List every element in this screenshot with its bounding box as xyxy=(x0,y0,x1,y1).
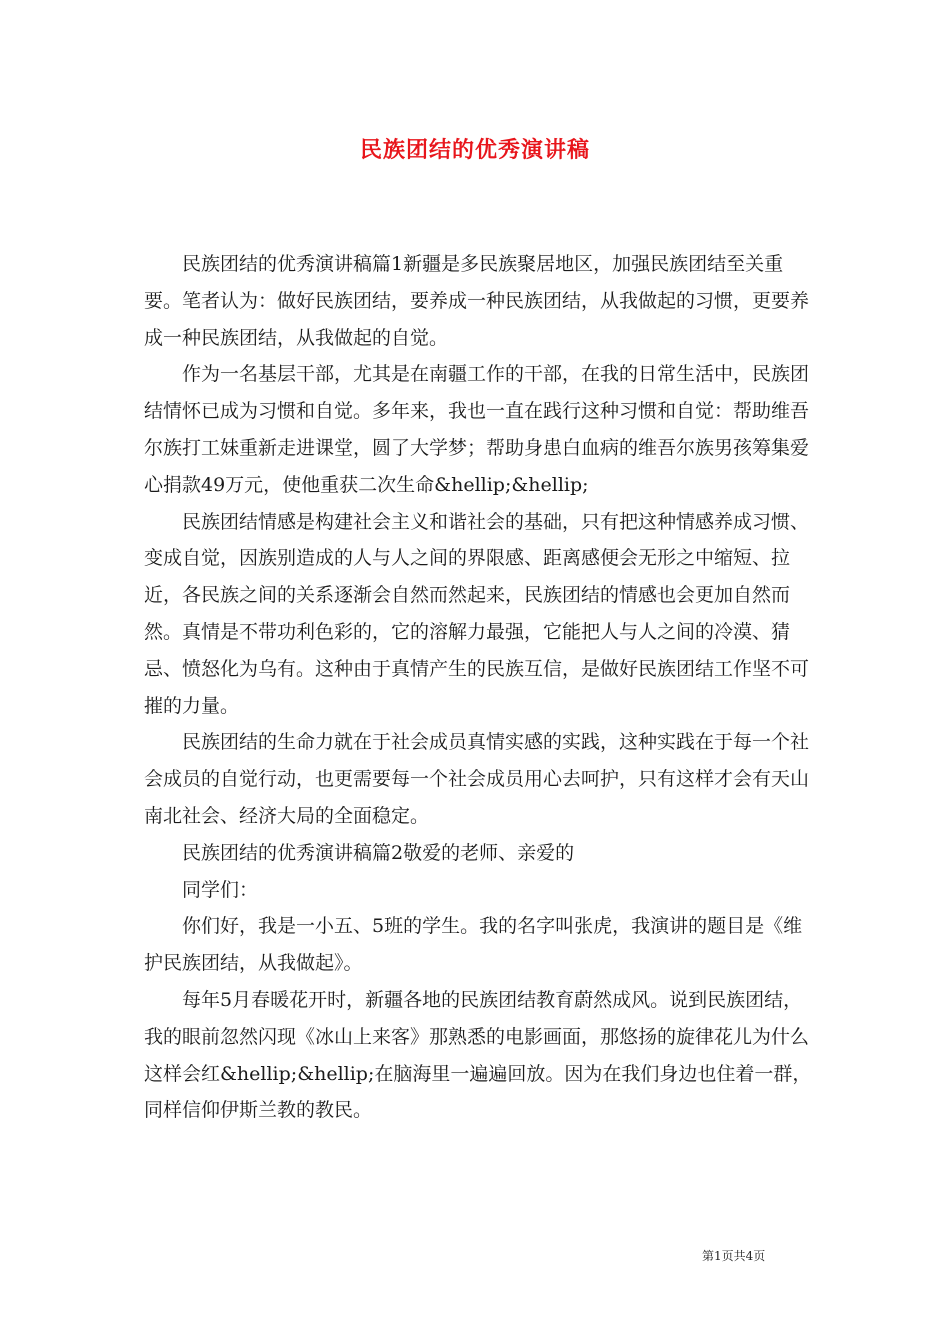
paragraph: 民族团结的生命力就在于社会成员真情实感的实践，这种实践在于每一个社会成员的自觉行动，也更需要每一个社会成员用心去呵护，只有这样才会有天山南北社会、经济大局的全面稳定。 xyxy=(144,731,810,827)
document-body xyxy=(144,246,812,1129)
paragraph: 作为一名基层干部，尤其是在南疆工作的干部，在我的日常生活中，民族团结情怀已成为习惯和自觉。多年来，我也一直在践行这种习惯和自觉：帮助维吾尔族打工妹重新走进课堂，圆了大学梦；帮助身患白血病的维吾尔族男孩筹集爱心捐款49万元，使他重获二次生命&hellip;&hellip; xyxy=(144,363,810,496)
paragraph: 民族团结的优秀演讲稿篇2敬爱的老师、亲爱的 xyxy=(182,841,575,864)
paragraph: 每年5月春暖花开时，新疆各地的民族团结教育蔚然成风。说到民族团结，我的眼前忽然闪现《冰山上来客》那熟悉的电影画面，那悠扬的旋律花儿为什么这样会红&hellip;&hellip;在脑海里一遍遍回放。因为在我们身边也住着一群，同样信仰伊斯兰教的教民。 xyxy=(144,988,812,1122)
page-number-footer: 第1页共4页 xyxy=(702,1249,766,1263)
paragraph: 民族团结情感是构建社会主义和谐社会的基础，只有把这种情感养成习惯、变成自觉，因族别造成的人与人之间的界限感、距离感便会无形之中缩短、拉近，各民族之间的关系逐渐会自然而然起来，民族团结的情感也会更加自然而然。真情是不带功利色彩的，它的溶解力最强，它能把人与人之间的冷漠、猜忌、愤怒化为乌有。这种由于真情产生的民族互信，是做好民族团结工作坚不可摧的力量。 xyxy=(144,510,810,717)
document-title: 民族团结的优秀演讲稿 xyxy=(359,137,590,163)
paragraph: 你们好，我是一小五、5班的学生。我的名字叫张虎，我演讲的题目是《维护民族团结，从我做起》。 xyxy=(144,915,803,975)
paragraph: 民族团结的优秀演讲稿篇1新疆是多民族聚居地区，加强民族团结至关重要。笔者认为：做好民族团结，要养成一种民族团结，从我做起的习惯，更要养成一种民族团结，从我做起的自觉。 xyxy=(144,253,810,349)
paragraph: 同学们： xyxy=(182,878,259,901)
